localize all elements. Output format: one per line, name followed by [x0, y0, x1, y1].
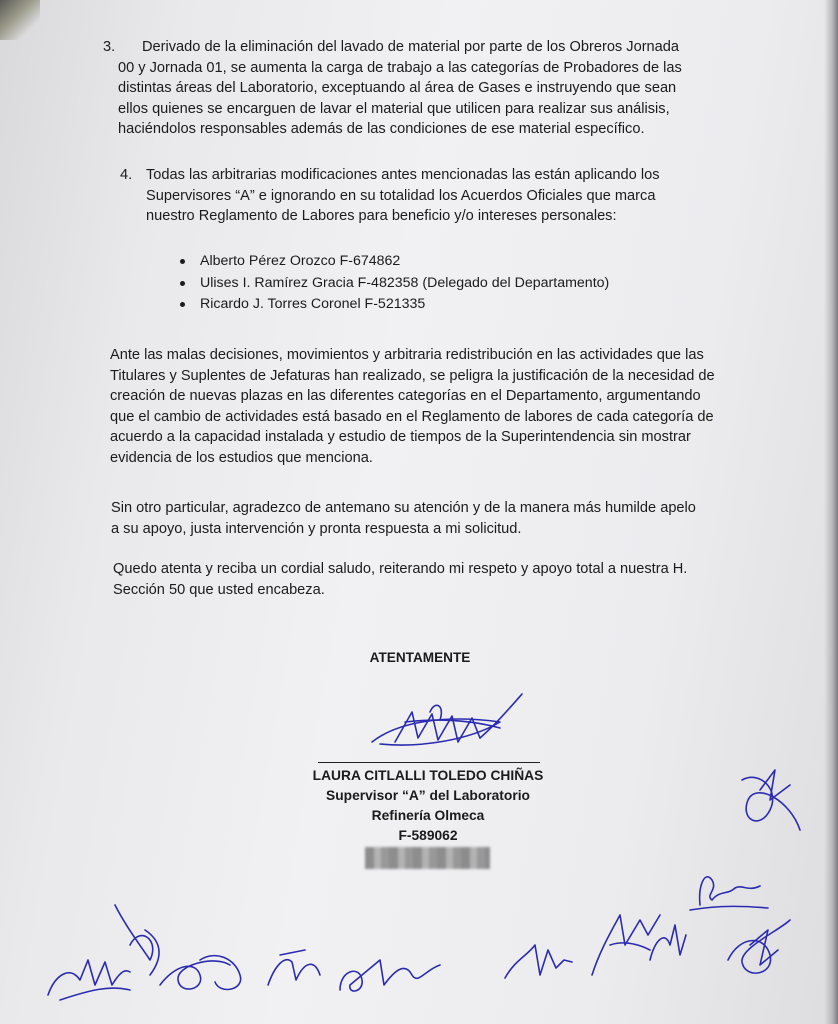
signer-name: LAURA CITLALLI TOLEDO CHIÑAS [312, 768, 544, 783]
signature-scribble-3 [160, 956, 241, 990]
signature-scribble-right-mid [690, 877, 768, 910]
page-corner-shadow [0, 0, 40, 40]
paragraph-line: Ante las malas decisiones, movimientos y arbitraria redistribución en las actividades que las [110, 347, 704, 363]
item-3-line: haciéndolos responsables además de las condiciones de ese material específico. [118, 121, 645, 137]
item-4-text [146, 165, 706, 227]
salutation: ATENTAMENTE [369, 650, 471, 665]
closing-paragraph-3 [113, 559, 723, 600]
signature-scribble-left [48, 960, 130, 1000]
paragraph-line: Quedo atenta y reciba un cordial saludo, reiterando mi respeto y apoyo total a nuestra H. [113, 561, 688, 577]
item-3-line: 00 y Jornada 01, se aumenta la carga de trabajo a las categorías de Probadores de las [118, 59, 682, 76]
main-signature-scribble [372, 694, 522, 745]
paragraph-line: Sección 50 que usted encabeza. [113, 581, 325, 598]
item-4-line: Todas las arbitrarias modificaciones antes mencionadas las están aplicando los [146, 167, 660, 183]
list-item: Ulises I. Ramírez Gracia F-482358 (Delegado del Departamento) [180, 273, 609, 295]
paragraph-line: a su apoyo, justa intervención y pronta respuesta a mi solicitud. [111, 520, 522, 537]
item-3-text [118, 37, 738, 140]
signature-line [318, 762, 540, 763]
closing-paragraph-1 [110, 345, 720, 468]
signer-file-number: F-589062 [398, 828, 458, 843]
paragraph-line: Titulares y Suplentes de Jefaturas han realizado, se peligra la justificación de la necesidad de [110, 367, 715, 384]
list-item: Ricardo J. Torres Coronel F-521335 [180, 294, 609, 316]
redacted-phone [365, 847, 490, 869]
supervisors-list [180, 251, 609, 316]
signer-position: Supervisor “A” del Laboratorio [326, 788, 530, 803]
signature-scribble-5 [340, 960, 440, 991]
item-3-line: ellos quienes se encarguen de lavar el material que utilicen para realizar sus análisis, [118, 100, 670, 117]
item-3-line: Derivado de la eliminación del lavado de material por parte de los Obreros Jornada [142, 39, 680, 55]
signature-scribble-6 [505, 945, 572, 978]
item-4-line: nuestro Reglamento de Labores para beneficio y/o intereses personales: [146, 208, 617, 224]
signer-workplace: Refinería Olmeca [371, 808, 485, 823]
closing-paragraph-2 [111, 498, 721, 539]
paragraph-line: evidencia de los estudios que menciona. [110, 449, 373, 466]
signature-scribble-7 [592, 915, 660, 975]
item-3-line: distintas áreas del Laboratorio, exceptuando al área de Gases e instruyendo que sean [118, 80, 677, 96]
item-3-number: 3. [103, 39, 116, 55]
paragraph-line: que el cambio de actividades está basado en el Reglamento de labores de cada categoría de [110, 408, 714, 425]
item-4-number: 4. [120, 167, 133, 183]
paragraph-line: Sin otro particular, agradezco de antemano su atención y de la manera más humilde apelo [111, 500, 696, 516]
paragraph-line: creación de nuevas plazas en las diferentes categorías en el Departamento, argumentando [110, 388, 701, 404]
list-item: Alberto Pérez Orozco F-674862 [180, 251, 609, 273]
page-edge-shadow [824, 0, 838, 1024]
signature-scribble-4 [268, 950, 320, 985]
signature-scribble-right-top [742, 770, 800, 830]
item-4-line: Supervisores “A” e ignorando en su totalidad los Acuerdos Oficiales que marca [146, 187, 656, 204]
signature-scribble-2 [115, 905, 159, 975]
paragraph-line: acuerdo a la capacidad instalada y estudio de tiempos de la Superintendencia sin mostrar [110, 429, 691, 445]
signer-block [268, 766, 588, 846]
signature-scribble-right-bottom [728, 920, 790, 973]
signature-scribble-8 [650, 925, 686, 960]
